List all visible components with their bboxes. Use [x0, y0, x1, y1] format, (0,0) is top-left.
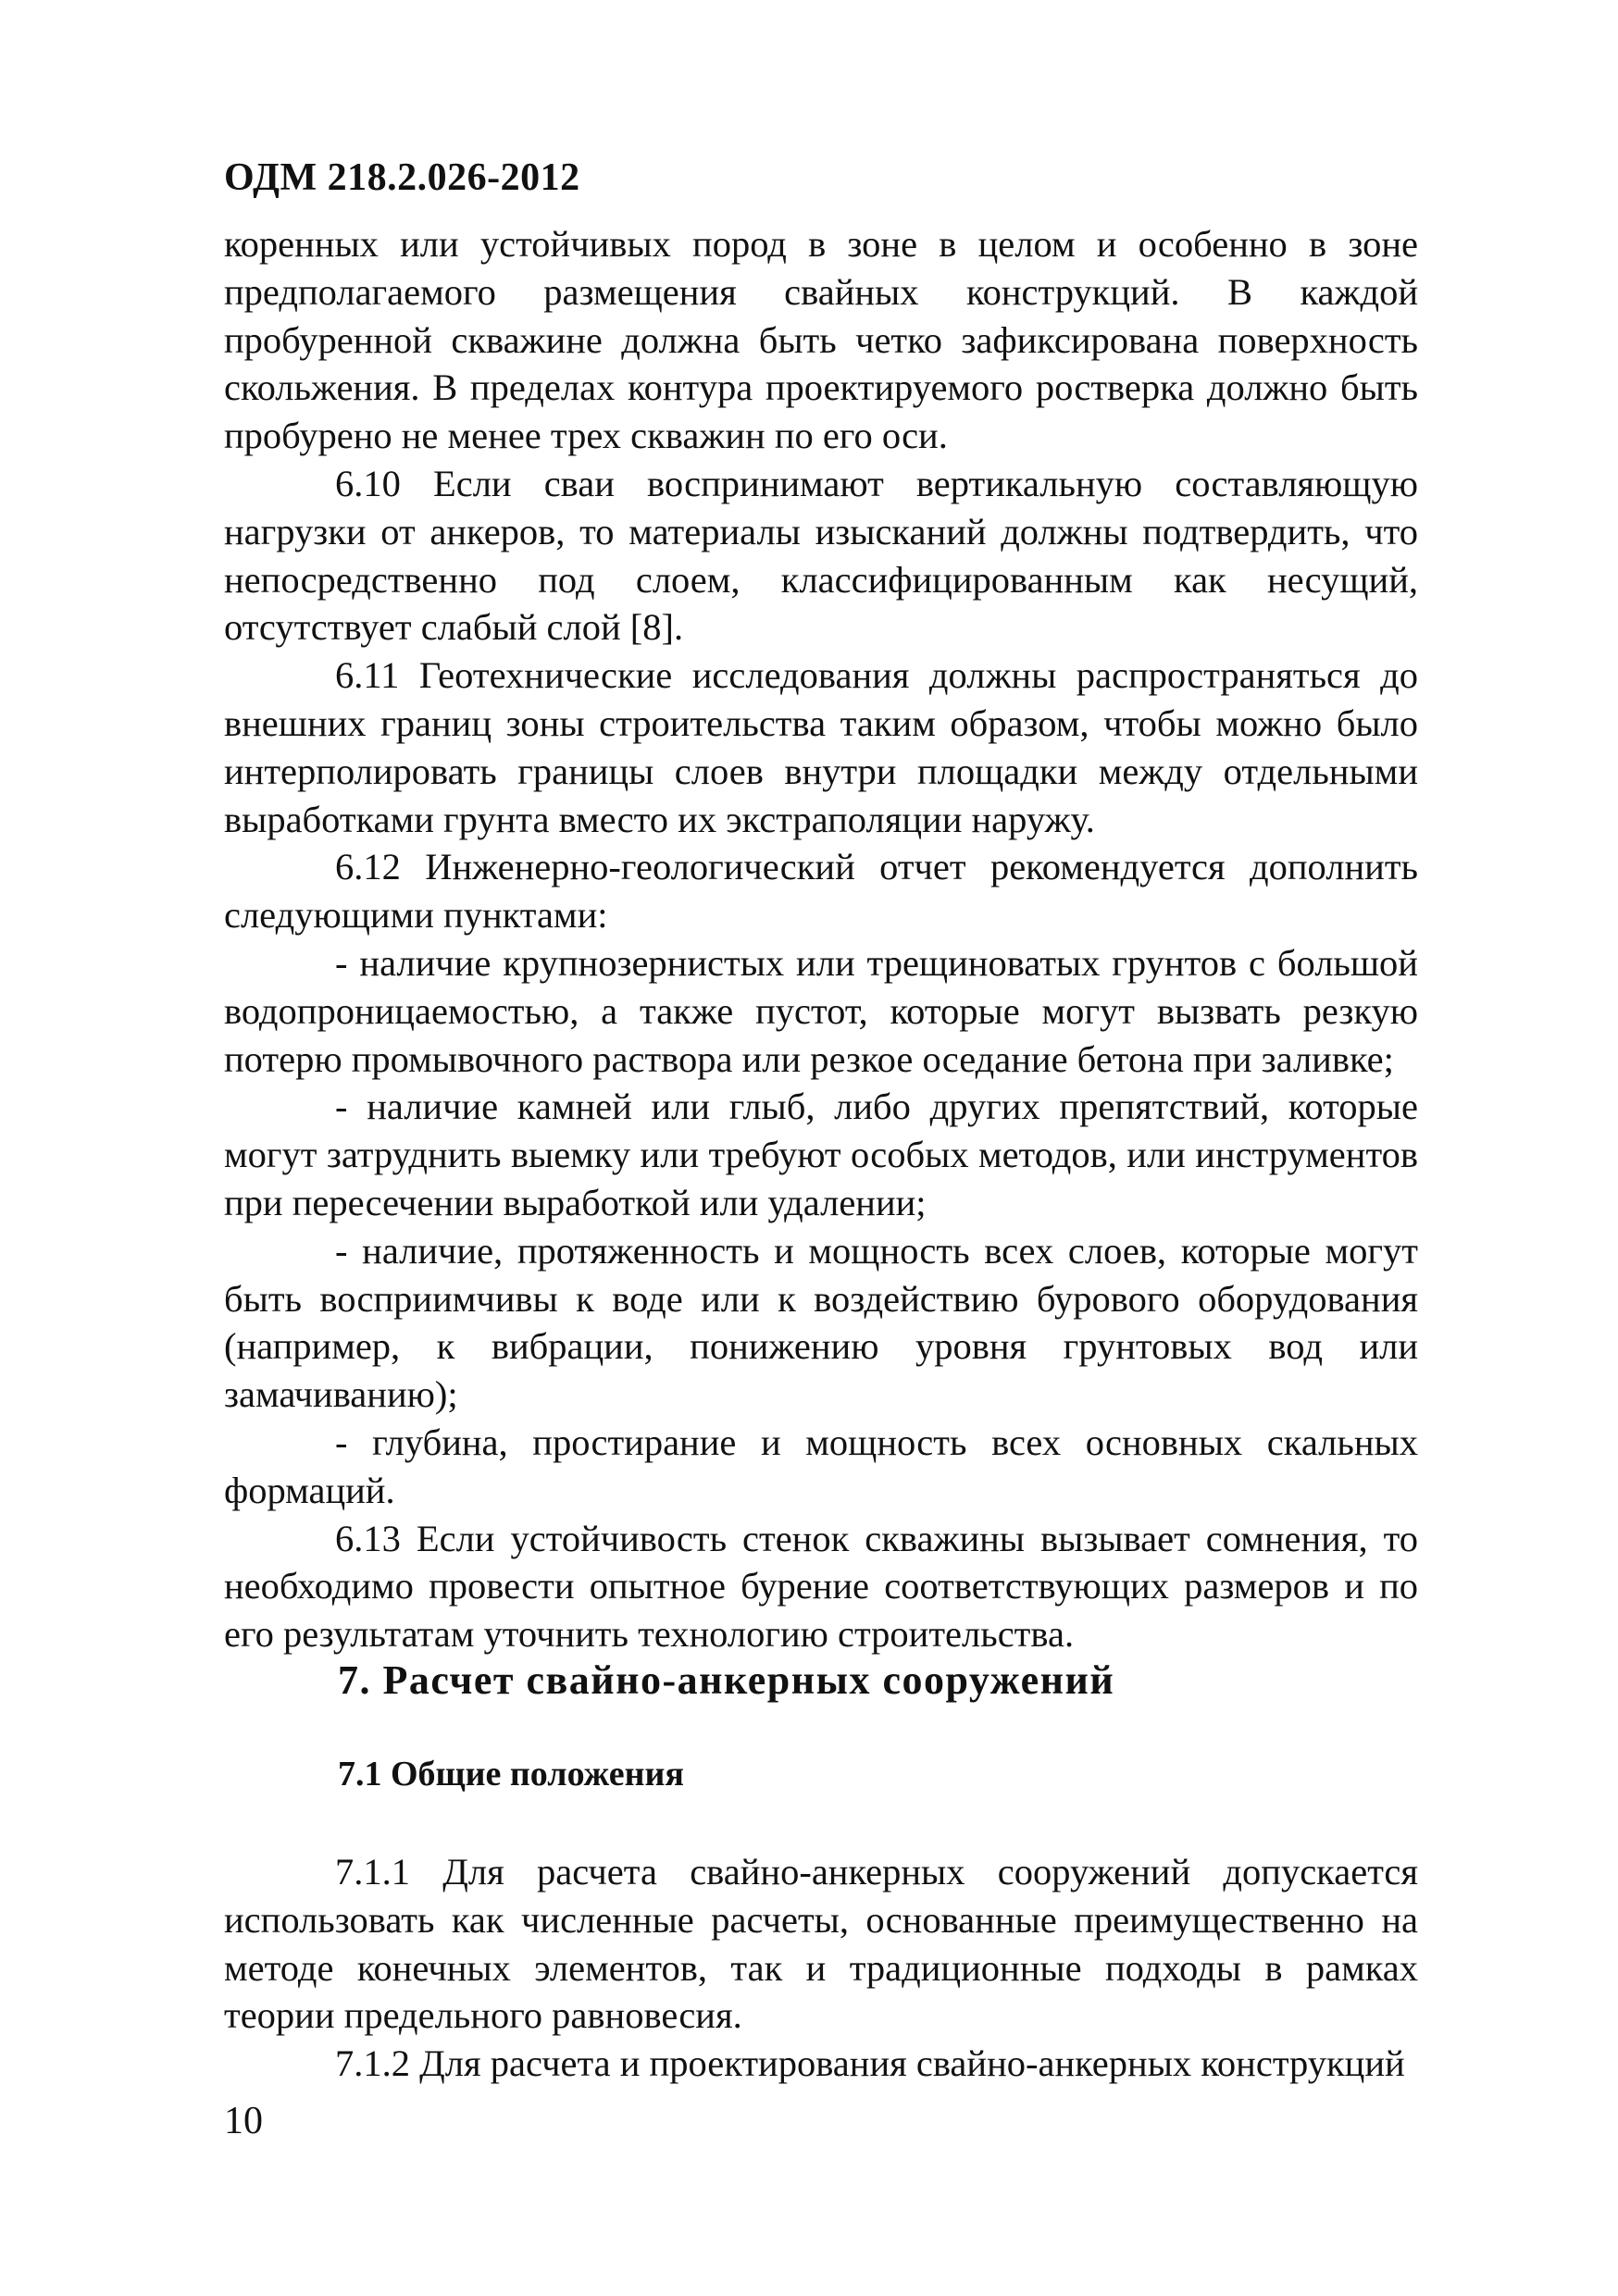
paragraph-6-12: 6.12 Инженерно-геологический отчет рекомендуется дополнить следующими пунктами:	[224, 846, 1418, 937]
document-code: ОДМ 218.2.026-2012	[224, 156, 580, 199]
paragraph-6-13: 6.13 Если устойчивость стенок скважины вызывает сомнения, то необходимо провести опытное бурение соответствующих размеров и по его результатам уточнить технологию строительства.	[224, 1517, 1418, 1656]
body-text-block	[224, 220, 1418, 1658]
section-heading: 7. Расчет свайно-анкерных сооружений	[338, 1657, 1115, 1703]
paragraph-6-11: 6.11 Геотехнические исследования должны распространяться до внешних границ зоны строительства таким образом, чтобы можно было интерполировать границы слоев внутри площадки между отдельными выработками грунта вместо их экстраполяции наружу.	[224, 654, 1418, 840]
paragraph-continuation: коренных или устойчивых пород в зоне в целом и особенно в зоне предполагаемого размещения свайных конструкций. В каждой пробуренной скважине должна быть четко зафиксирована поверхность скольжения. В пределах контура проектируемого ростверка должно быть пробурено не менее трех скважин по его оси.	[224, 223, 1418, 457]
list-item: - наличие крупнозернистых или трещиноватых грунтов с большой водопроницаемостью, а также пустот, которые могут вызвать резкую потерю промывочного раствора или резкое оседание бетона при заливке;	[224, 941, 1418, 1080]
page-number: 10	[224, 2100, 263, 2142]
paragraph-6-10: 6.10 Если сваи воспринимают вертикальную составляющую нагрузки от анкеров, то материалы изысканий должны подтвердить, что непосредственно под слоем, классифицированным как несущий, отсутствует слабый слой [8].	[224, 462, 1418, 649]
list-item: - наличие камней или глыб, либо других препятствий, которые могут затруднить выемку или требуют особых методов, или инструментов при пересечении выработкой или удалении;	[224, 1086, 1418, 1223]
list-item: - глубина, простирание и мощность всех основных скальных формаций.	[224, 1421, 1418, 1511]
subsection-heading: 7.1 Общие положения	[338, 1755, 684, 1793]
list-item: - наличие, протяженность и мощность всех слоев, которые могут быть восприимчивы к воде или к воздействию бурового оборудования (например, к вибрации, понижению уровня грунтовых вод или замачиванию);	[224, 1229, 1418, 1416]
section-body-text	[224, 1848, 1418, 2088]
paragraph-7-1-1: 7.1.1 Для расчета свайно-анкерных сооружений допускается использовать как численные расчеты, основанные преимущественно на методе конечных элементов, так и традиционные подходы в рамках теории предельного равновесия.	[224, 1851, 1418, 2037]
paragraph-7-1-2: 7.1.2 Для расчета и проектирования свайно-анкерных конструкций	[335, 2042, 1405, 2085]
